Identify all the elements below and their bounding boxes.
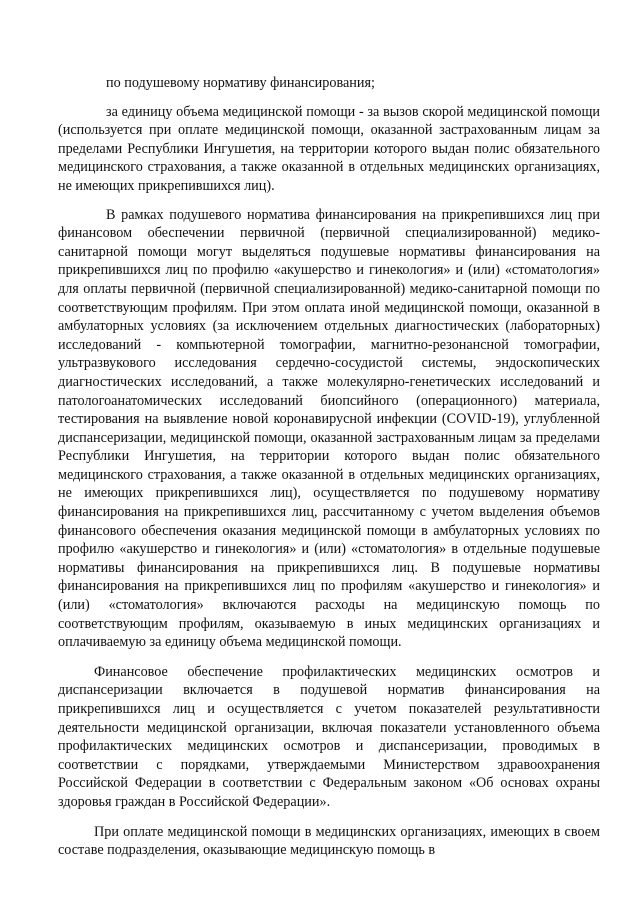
paragraph-preventive-exams-funding: Финансовое обеспечение профилактических медицинских осмотров и диспансеризации включается в подушевой норматив финансирования на прикрепившихся лиц и осуществляется с учетом показателей результативности деятельности медицинской организации, включая показатели установленного объема профилактических медицинских осмотров и диспансеризации, проводимых в соответствии с порядками, утверждаемыми Министерством здравоохранения Российской Федерации в соответствии с Федеральным законом «Об основах охраны здоровья граждан в Российской Федерации». <box>58 663 600 810</box>
document-page <box>58 74 600 860</box>
paragraph-payment-subdivisions: При оплате медицинской помощи в медицинских организациях, имеющих в своем составе подразделения, оказывающие медицинскую помощь в <box>58 823 600 859</box>
paragraph-per-capita-framework: В рамках подушевого норматива финансирования на прикрепившихся лиц при финансовом обеспечении первичной (первичной специализированной) медико-санитарной помощи могут выделяться подушевые нормативы финансирования на прикрепившихся лиц по профилю «акушерство и гинекология» и (или) «стоматология» для оплаты первичной (первичной специализированной) медико-санитарной помощи по соответствующим профилям. При этом оплата иной медицинской помощи, оказанной в амбулаторных условиях (за исключением отдельных диагностических (лабораторных) исследований - компьютерной томографии, магнитно-резонансной томографии, ультразвукового исследования сердечно-сосудистой системы, эндоскопических диагностических исследований, а также молекулярно-генетических исследований и патологоанатомических исследований биопсийного (операционного) материала, тестирования на выявление новой коронавирусной инфекции (COVID-19), углубленной диспансеризации, медицинской помощи, оказанной застрахованным лицам за пределами Республики Ингушетия, на территории которого выдан полис обязательного медицинского страхования, а также оказанной в отдельных медицинских организациях, не имеющих прикрепившихся лиц), осуществляется по подушевому нормативу финансирования на прикрепившихся лиц, рассчитанному с учетом выделения объемов финансового обеспечения оказания медицинской помощи в амбулаторных условиях по профилю «акушерство и гинекология» и (или) «стоматология» в отдельные подушевые нормативы финансирования на прикрепившихся лиц. В подушевые нормативы финансирования на прикрепившихся лиц по профилям «акушерство и гинекология» и (или) «стоматология» включаются расходы на медицинскую помощь по соответствующим профилям, оказываемую в иных медицинских организациях и оплачиваемую за единицу объема медицинской помощи. <box>58 206 600 651</box>
paragraph-ambulance-call-unit: за единицу объема медицинской помощи - за вызов скорой медицинской помощи (используется при оплате медицинской помощи, оказанной застрахованным лицам за пределами Республики Ингушетия, на территории которого выдан полис обязательного медицинского страхования, а также оказанной в отдельных медицинских организациях, не имеющих прикрепившихся лиц). <box>58 103 600 194</box>
paragraph-per-capita-standard: по подушевому нормативу финансирования; <box>106 75 375 91</box>
